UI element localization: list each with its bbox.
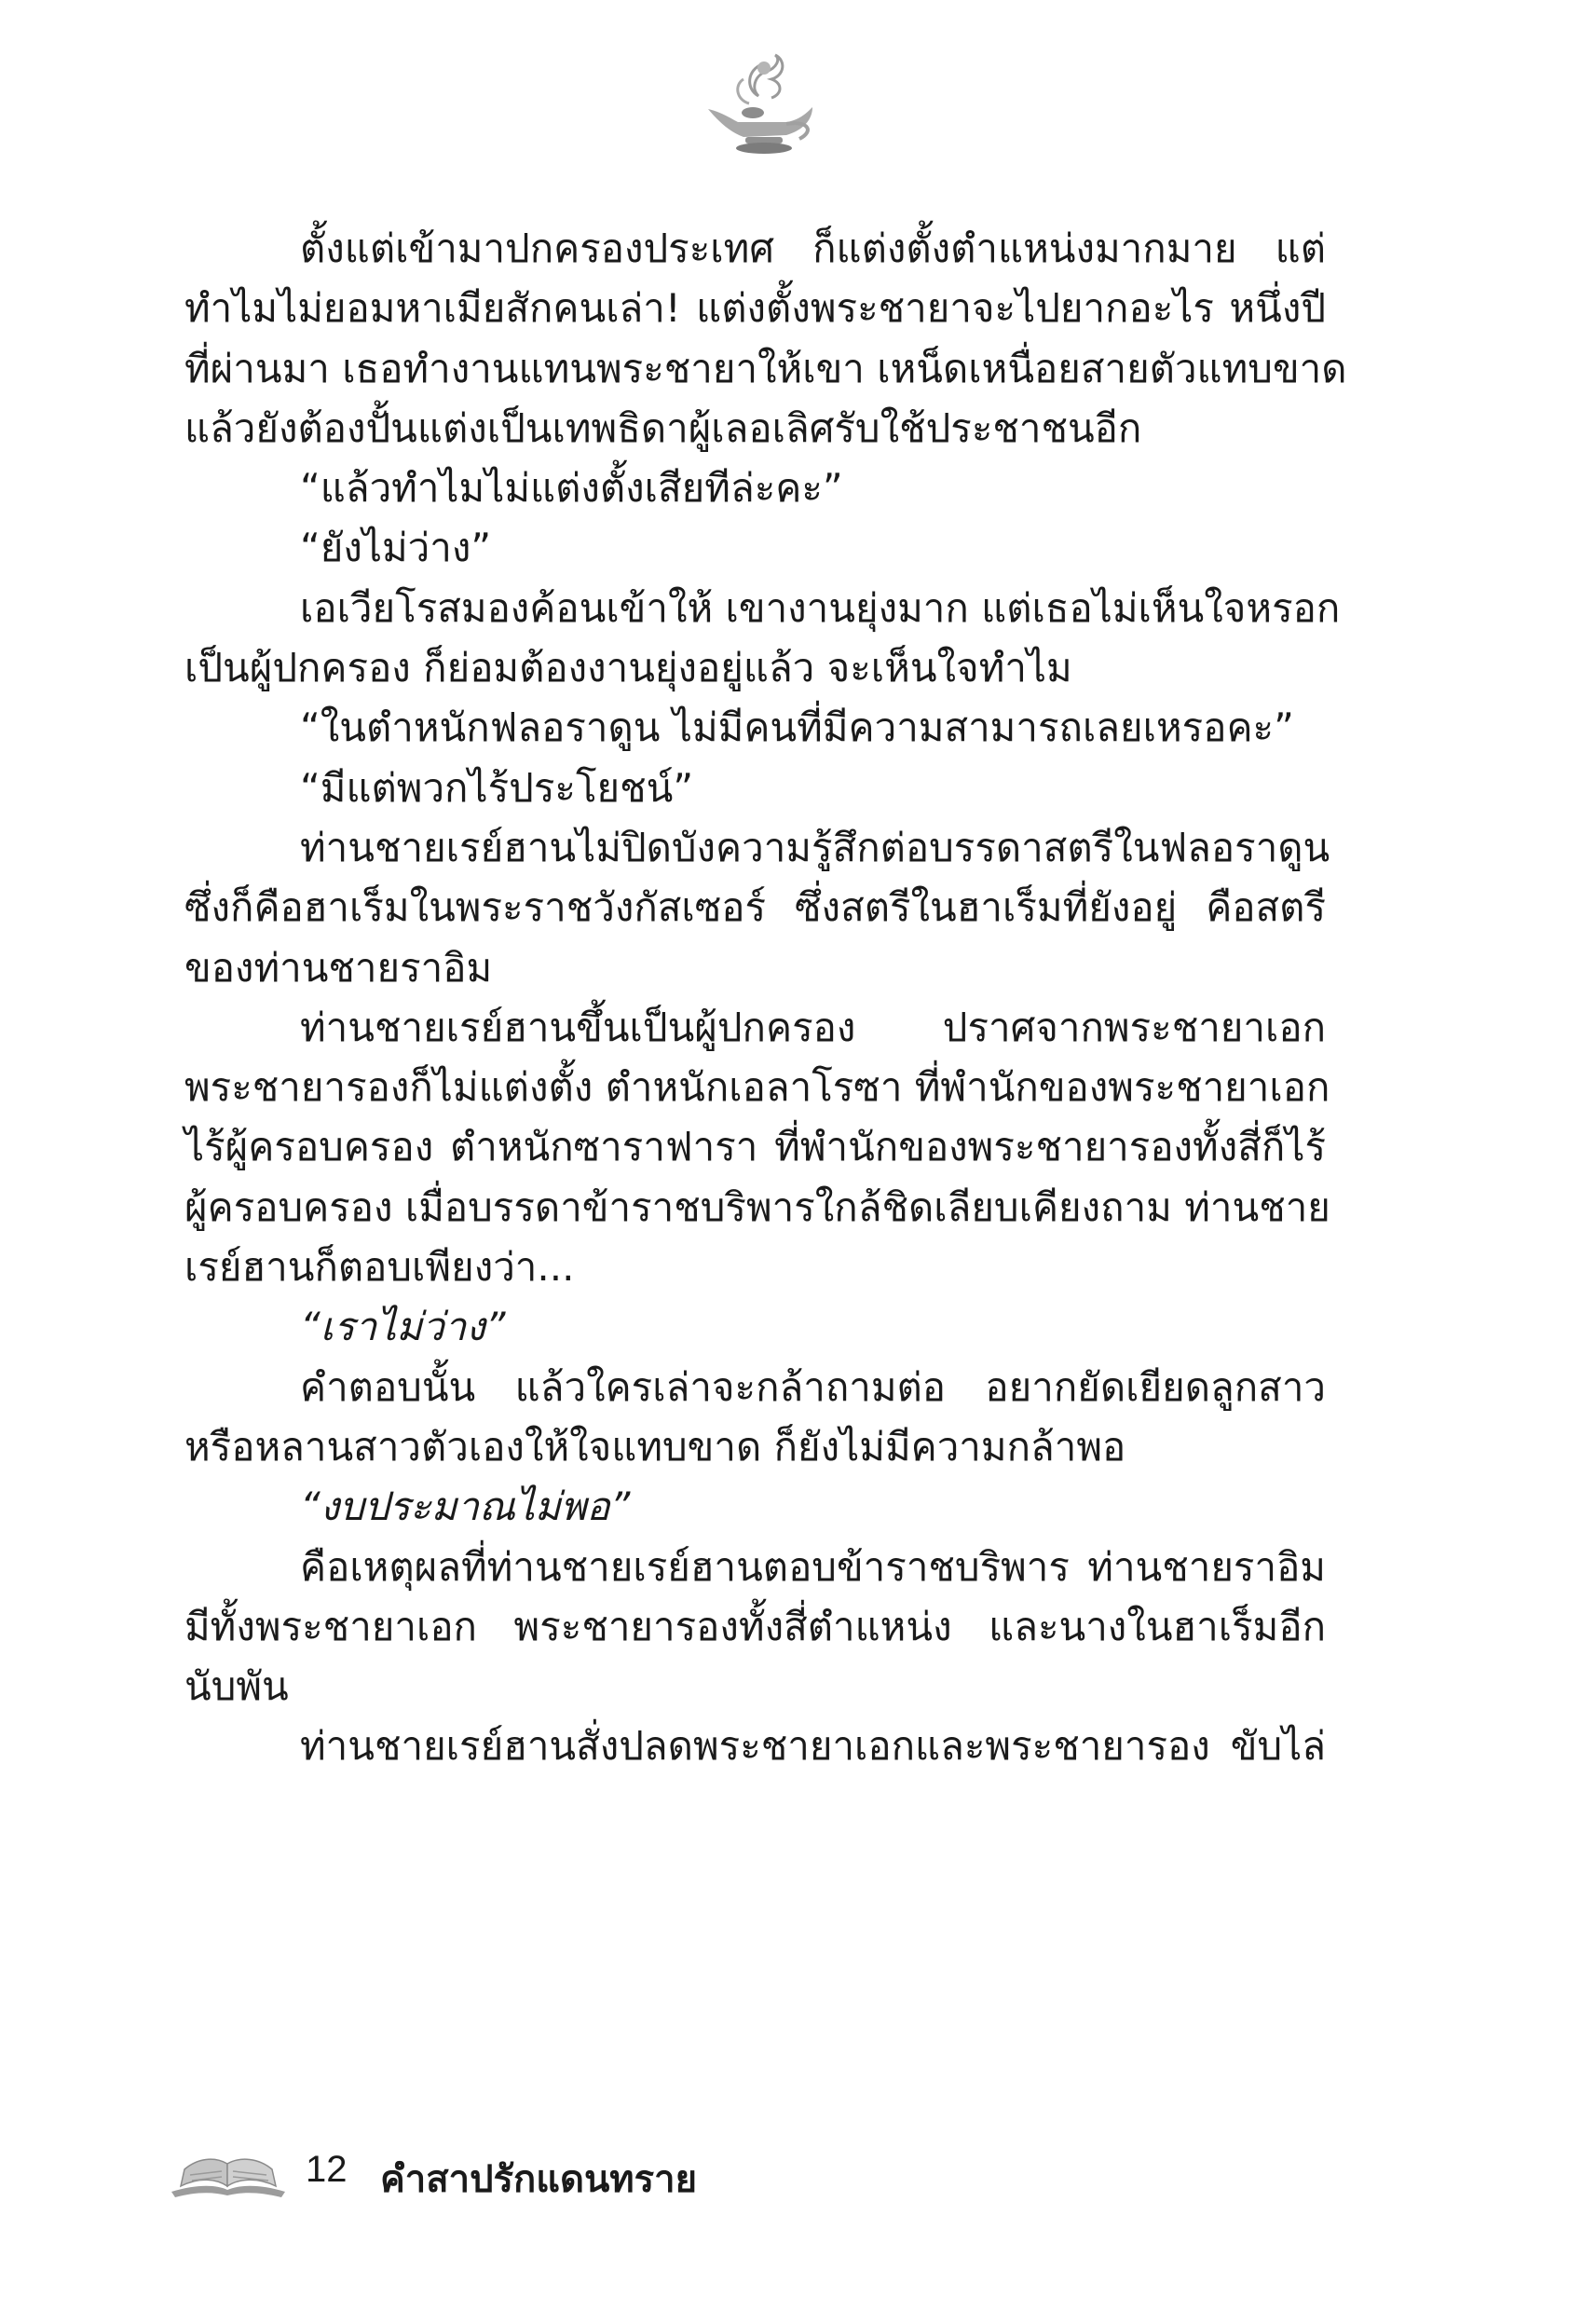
text-line: เรย์ฮานก็ตอบเพียงว่า... — [184, 1244, 575, 1291]
text-line: ท่านชายเรย์ฮานไม่ปิดบังความรู้สึกต่อบรรดาสตรีในฟลอราดูน — [300, 824, 1330, 870]
dialogue-line: “ในตำหนักฟลอราดูน ไม่มีคนที่มีความสามารถเลยเหรอคะ” — [300, 704, 1294, 751]
text-line: คำตอบนั้น แล้วใครเล่าจะกล้าถามต่อ อยากยัดเยียดลูกสาว — [300, 1363, 1326, 1410]
text-line: แล้วยังต้องปั้นแต่งเป็นเทพธิดาผู้เลอเลิศรับใช้ประชาชนอีก — [184, 404, 1142, 451]
text-line: ไร้ผู้ครอบครอง ตำหนักซาราฟารา ที่พำนักของพระชายารองทั้งสี่ก็ไร้ — [184, 1124, 1326, 1170]
text-line: ของท่านชายราอิม — [184, 944, 493, 991]
body-text — [184, 219, 1347, 1777]
text-line: เอเวียโรสมองค้อนเข้าให้ เขางานยุ่งมาก แต่เธอไม่เห็นใจหรอก — [300, 584, 1341, 631]
text-line: หรือหลานสาวตัวเองให้ใจแทบขาด ก็ยังไม่มีความกล้าพอ — [184, 1423, 1126, 1470]
dialogue-line: “มีแต่พวกไร้ประโยชน์” — [300, 764, 694, 811]
page-footer — [168, 2143, 820, 2199]
page-number: 12 — [306, 2149, 348, 2190]
text-line: ซึ่งก็คือฮาเร็มในพระราชวังกัสเซอร์ ซึ่งสตรีในฮาเร็มที่ยังอยู่ คือสตรี — [184, 884, 1326, 931]
text-line: คือเหตุผลที่ท่านชายเรย์ฮานตอบข้าราชบริพาร ท่านชายราอิม — [300, 1543, 1326, 1590]
dialogue-line: “แล้วทำไมไม่แต่งตั้งเสียทีล่ะคะ” — [300, 465, 843, 512]
text-line: เป็นผู้ปกครอง ก็ย่อมต้องงานยุ่งอยู่แล้ว จะเห็นใจทำไม — [184, 645, 1072, 691]
dialogue-line: “งบประมาณไม่พอ” — [300, 1484, 631, 1530]
text-line: ที่ผ่านมา เธอทำงานแทนพระชายาให้เขา เหน็ดเหนื่อยสายตัวแทบขาด — [184, 345, 1347, 391]
text-line: นับพัน — [184, 1663, 289, 1710]
text-line: ทำไมไม่ยอมหาเมียสักคนเล่า! แต่งตั้งพระชายาจะไปยากอะไร หนึ่งปี — [184, 285, 1326, 332]
text-line: พระชายารองก็ไม่แต่งตั้ง ตำหนักเอลาโรซา ที่พำนักของพระชายาเอก — [184, 1064, 1330, 1111]
text-line: ท่านชายเรย์ฮานขึ้นเป็นผู้ปกครอง ปราศจากพระชายาเอก — [300, 1004, 1326, 1050]
book-title: คำสาปรักแดนทราย — [380, 2158, 698, 2201]
open-book-icon — [168, 2143, 289, 2199]
text-line: มีทั้งพระชายาเอก พระชายารองทั้งสี่ตำแหน่ง และนางในฮาเร็มอีก — [184, 1603, 1326, 1649]
text-line: ผู้ครอบครอง เมื่อบรรดาข้าราชบริพารใกล้ชิดเลียบเคียงถาม ท่านชาย — [184, 1183, 1330, 1230]
dialogue-line: “เราไม่ว่าง” — [300, 1304, 506, 1350]
text-line: ท่านชายเรย์ฮานสั่งปลดพระชายาเอกและพระชายารอง ขับไล่ — [300, 1723, 1326, 1770]
text-line: ตั้งแต่เข้ามาปกครองประเทศ ก็แต่งตั้งตำแหน่งมากมาย แต่ — [300, 226, 1326, 271]
dialogue-line: “ยังไม่ว่าง” — [300, 525, 492, 571]
genie-lamp-ornament-icon — [689, 51, 820, 163]
